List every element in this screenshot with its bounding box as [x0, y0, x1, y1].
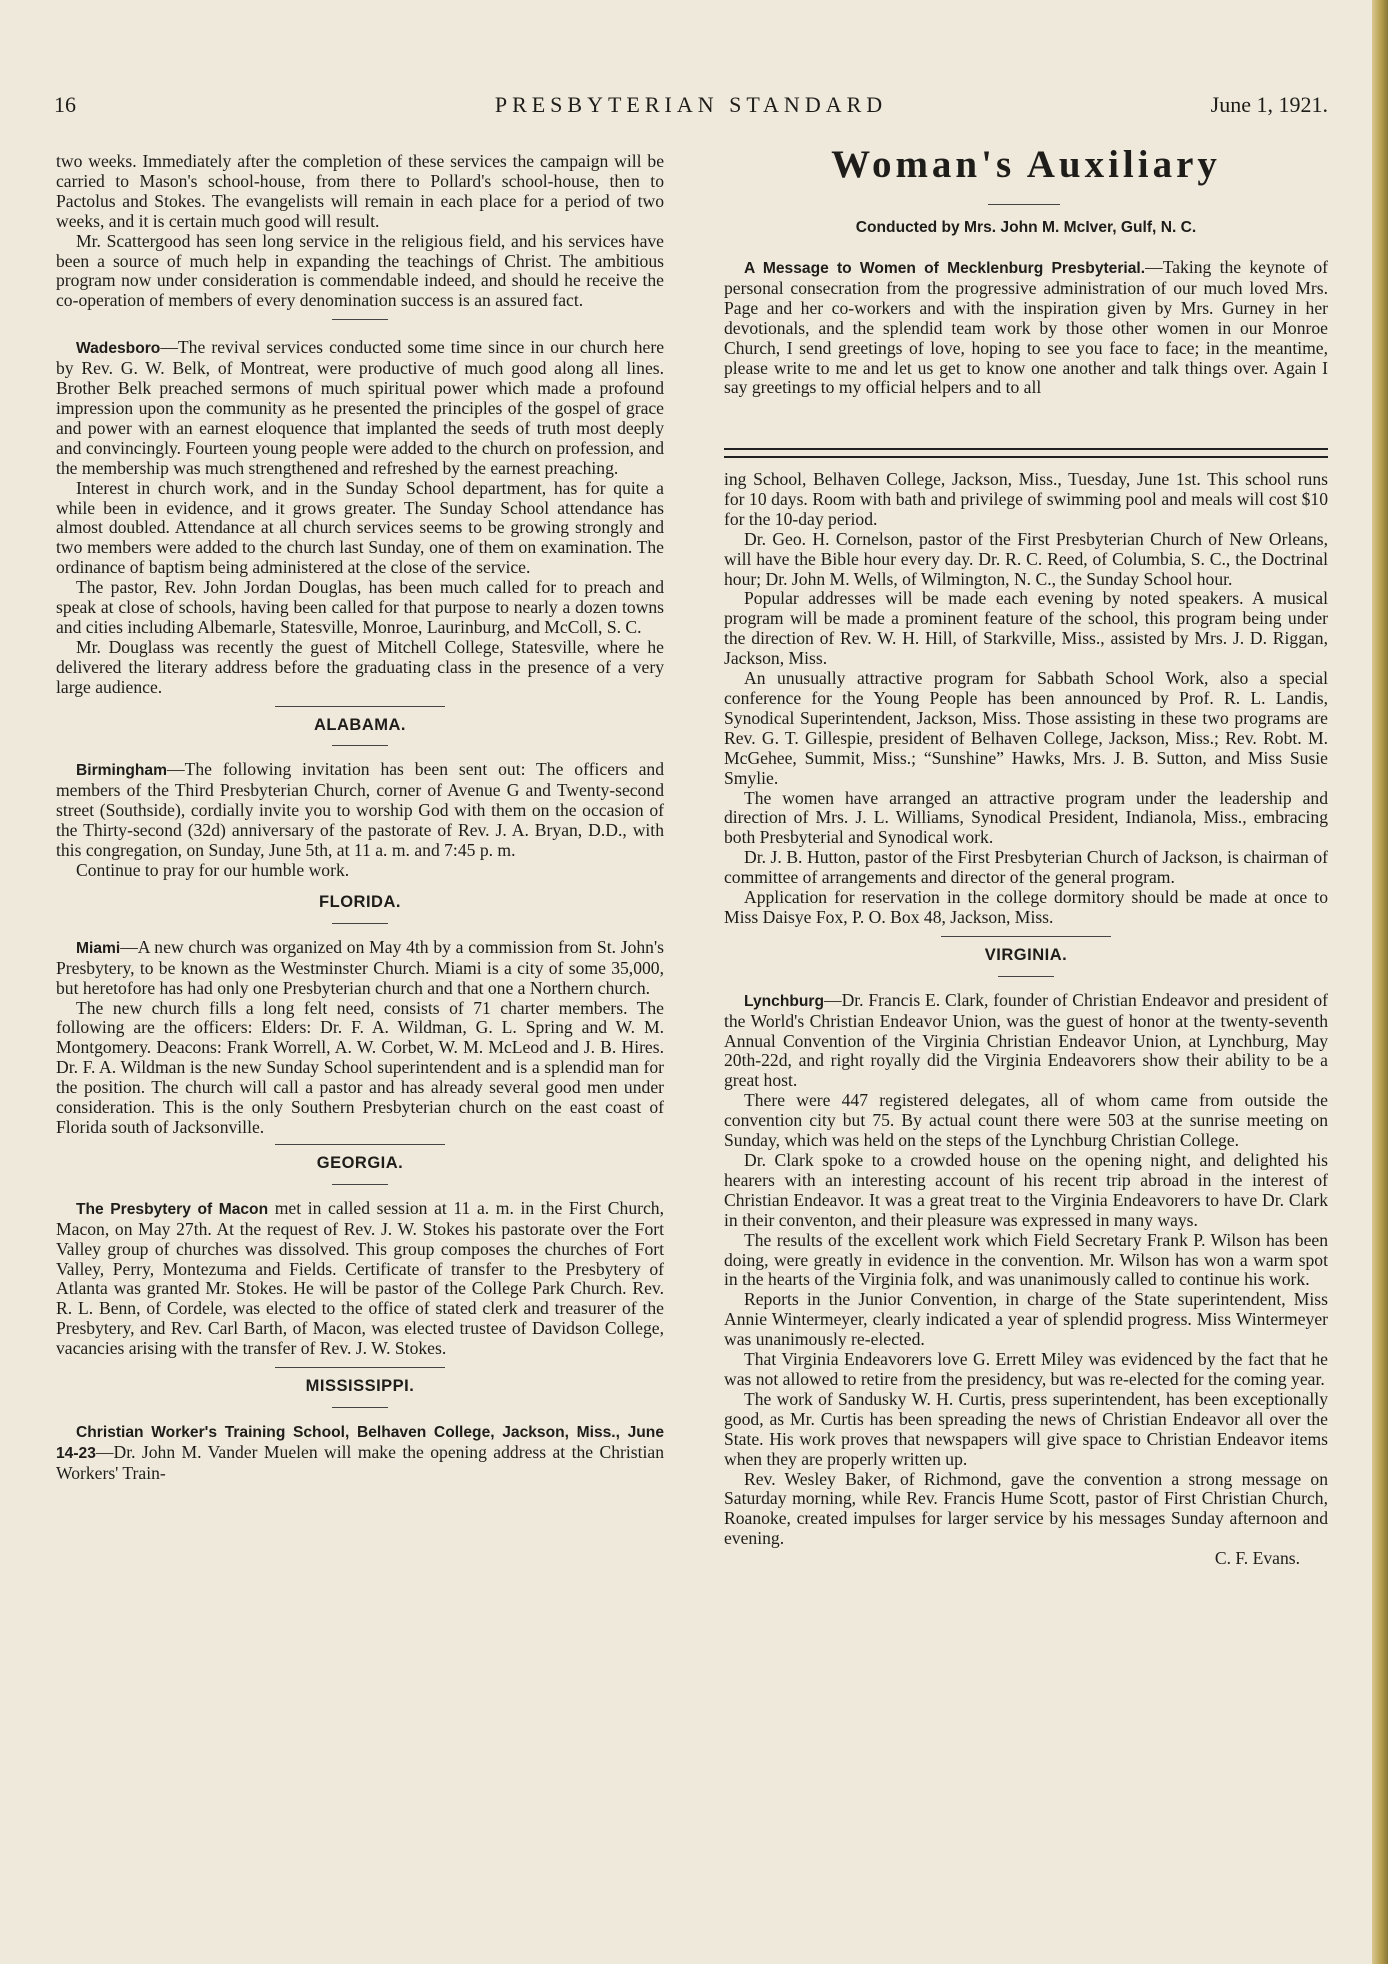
training-school-paragraph: Popular addresses will be made each evening by noted speakers. A musical program will be made a prominent feature of the school, this program being under the direction of Rev. W. H. Hill, of Starkville, Miss., assisted by Mrs. J. D. Riggan, Jackson, Miss. — [724, 588, 1328, 669]
lynchburg-paragraph: The work of Sandusky W. H. Curtis, press superintendent, has been exceptionally good, as Mr. Curtis has been spreading the news of Christian Endeavor all over the State. His work proves that newspapers will give space to Christian Endeavor items when they are properly written up. — [724, 1388, 1328, 1469]
lynchburg-paragraph: That Virginia Endeavorers love G. Errett Miley was evidenced by the fact that he was not allowed to retire from the presidency, but was re-elected for the coming year. — [724, 1349, 1328, 1389]
wadesboro-paragraph: Interest in church work, and in the Sunday School department, has for quite a while been in evidence, and it grows greater. The Sunday School attendance has almost doubled. Attendance at all church services seems to be growing strongly and two members were added to the church last Sunday, one of them on examination. The ordinance of baptism being administered at the close of the service. — [56, 477, 664, 578]
divider — [275, 706, 445, 707]
divider — [332, 1407, 388, 1408]
lynchburg-paragraph: Dr. Clark spoke to a crowded house on the opening night, and delighted his hearers with an interesting account of his recent trip abroad in the interest of Christian Endeavor. It was a great treat to the Virginia Endeavorers to have Dr. Clark in their conventon, and their pleasure was expressed in many ways. — [724, 1150, 1328, 1230]
divider — [332, 319, 388, 320]
publication-title: PRESBYTERIAN STANDARD — [494, 92, 888, 117]
miami-paragraph: The new church fills a long felt need, consists of 71 charter members. The following are the officers: Elders: Dr. F. A. Wildman, G. L. Spring and W. M. Montgomery. Deacons: Frank Worrell, A. W. Corbet, W. M. McLeod and J. B. Hires. Dr. F. A. Wildman is the new Sunday School superintendent and is a splendid man for the position. The church will call a pastor and has already several good men under consideration. This is the only Southern Presbyterian church on the east coast of Florida south of Jacksonville. — [56, 997, 664, 1137]
message-text: —Taking the keynote of personal consecration from the progressive administration of our much loved Mrs. Page and her co-workers and with the inspiration given by Mrs. Gurney in her devotionals, and the splendid team work by those other women in our Monroe Church, I send greetings of love, hoping to see you face to face; in the meantime, please write to me and let us get to know one another and talk things over. Again I say greetings to my official helpers and to all — [724, 257, 1328, 398]
training-school-paragraph: ing School, Belhaven College, Jackson, Miss., Tuesday, June 1st. This school runs for 10 days. Room with bath and privilege of swimming pool and meals will cost $10 for the 10-day period. — [724, 469, 1328, 529]
message-paragraph — [724, 258, 1328, 398]
right-column — [724, 470, 1328, 1569]
section-heading-georgia: GEORGIA. — [316, 1153, 404, 1172]
signature: C. F. Evans. — [1214, 1548, 1300, 1569]
miami-lead: Miami — [76, 939, 121, 957]
divider — [988, 204, 1060, 205]
mississippi-paragraph — [56, 1422, 664, 1484]
double-rule — [724, 448, 1328, 458]
wadesboro-text: —The revival services conducted some time since in our church here by Rev. G. W. Belk, of Montreat, were productive of much good along all lines. Brother Belk preached sermons of much spiritual power which made a profound impression upon the community as he presented the principles of the gospel of grace and power with an earnest eloquence that implanted the seeds of truth most deeply and convincingly. Fourteen young people were added to the church on profession, and the membership was much strengthened and refreshed by the earnest preaching. — [56, 337, 664, 478]
wadesboro-paragraph: Mr. Douglass was recently the guest of Mitchell College, Statesville, where he delivered the literary address before the graduating class in the presence of a very large audience. — [56, 636, 664, 697]
macon-paragraph — [56, 1199, 664, 1359]
mississippi-text: —Dr. John M. Vander Muelen will make the opening address at the Christian Workers' Train- — [56, 1441, 664, 1483]
mississippi-lead: Christian Worker's Training School, Belhaven College, Jackson, Miss., June 14-23 — [56, 1423, 664, 1462]
birmingham-paragraph — [56, 760, 664, 861]
training-school-paragraph: An unusually attractive program for Sabbath School Work, also a special conference for the Young People has been announced by Prof. R. L. Landis, Synodical Superintendent, Jackson, Miss. Those assisting in these two programs are Rev. G. T. Gillespie, president of Belhaven College, Jackson, Miss.; Rev. Robt. M. McGehee, Summit, Miss.; “Sunshine” Hawks, Mrs. J. B. Sutton, and Miss Susie Smylie. — [724, 668, 1328, 788]
page-edge — [1372, 0, 1388, 1964]
conducted-by: Conducted by Mrs. John M. McIver, Gulf, N. C. — [855, 219, 1197, 236]
birmingham-lead: Birmingham — [76, 762, 167, 780]
divider — [275, 1367, 445, 1368]
divider — [332, 1184, 388, 1185]
intro-paragraph: two weeks. Immediately after the completion of these services the campaign will be carried to Mason's school-house, from there to Pollard's school-house, then to Pactolus and Stokes. The evangelists will remain in each place for a period of two weeks, and it is certain much good will result. — [56, 151, 664, 231]
divider — [941, 936, 1111, 937]
lynchburg-paragraph: There were 447 registered delegates, all of whom came from outside the convention city but 75. By actual count there were 503 at the sunrise meeting on Sunday, which was held on the steps of the Lynchburg Christian College. — [724, 1090, 1328, 1151]
lynchburg-lead: Lynchburg — [744, 992, 824, 1010]
lynchburg-paragraph: Rev. Wesley Baker, of Richmond, gave the convention a strong message on Saturday morning, while Rev. Francis Hume Scott, pastor of First Christian Church, Roanoke, created impulses for larger service by his messages Sunday afternoon and evening. — [724, 1468, 1328, 1549]
training-school-paragraph: Dr. Geo. H. Cornelson, pastor of the First Presbyterian Church of New Orleans, will have the Bible hour every day. Dr. R. C. Reed, of Columbia, S. C., the Doctrinal hour; Dr. John M. Wells, of Wilmington, N. C., the Sunday School hour. — [724, 528, 1328, 589]
miami-paragraph — [56, 938, 664, 999]
divider — [332, 923, 388, 924]
divider — [332, 745, 388, 746]
macon-lead: The Presbytery of Macon — [76, 1200, 269, 1218]
message-lead: A Message to Women of Mecklenburg Presbyterial. — [744, 260, 1146, 277]
section-heading-mississippi: MISSISSIPPI. — [305, 1377, 415, 1396]
training-school-paragraph: The women have arranged an attractive program under the leadership and direction of Mrs. J. L. Williams, Synodical President, Indianola, Miss., embracing both Presbyterial and Synodical work. — [724, 787, 1328, 848]
training-school-paragraph: Dr. J. B. Hutton, pastor of the First Presbyterian Church of Jackson, is chairman of committee of arrangements and director of the general program. — [724, 847, 1328, 888]
divider — [275, 1144, 445, 1145]
issue-date: June 1, 1921. — [1210, 92, 1328, 117]
message-block — [724, 258, 1328, 398]
left-column — [56, 152, 664, 1484]
section-heading-alabama: ALABAMA. — [314, 715, 406, 734]
page-number: 16 — [54, 92, 76, 117]
wadesboro-paragraph — [56, 338, 664, 478]
wadesboro-lead: Wadesboro — [76, 340, 161, 358]
section-title-womans-auxiliary: Woman's Auxiliary — [831, 143, 1221, 186]
section-heading-florida: FLORIDA. — [319, 892, 401, 911]
macon-text: met in called session at 11 a. m. in the First Church, Macon, on May 27th. At the request of Rev. J. W. Stokes his pastorate over the Fort Valley group of churches was dissolved. This group composes the churches of Fort Valley, Perry, Montezuma and Fields. Certificate of transfer to the Presbytery of Atlanta was granted Mr. Stokes. He will be pastor of the College Park Church. Rev. R. L. Benn, of Cordele, was elected to the office of stated clerk and treasurer of the Presbytery, and Rev. Carl Barth, of Macon, was elected trustee of Davidson College, vacancies arising with the transfer of Rev. J. W. Stokes. — [56, 1197, 664, 1359]
birmingham-text: —The following invitation has been sent out: The officers and members of the Third Presbyterian Church, corner of Avenue G and Twenty-second street (Southside), cordially invite you to worship God with them on the occasion of the Thirty-second (32d) anniversary of the pastorate of Rev. J. A. Bryan, D.D., with this congregation, on Sunday, June 5th, at 11 a. m. and 7:45 p. m. — [56, 759, 664, 861]
page-header — [54, 92, 1328, 128]
lynchburg-paragraph: The results of the excellent work which Field Secretary Frank P. Wilson has been doing, were greatly in evidence in the convention. Mr. Wilson has won a warm spot in the hearts of the Virginia folk, and was unanimously called to continue his work. — [724, 1229, 1328, 1290]
lynchburg-paragraph: Reports in the Junior Convention, in charge of the State superintendent, Miss Annie Wintermeyer, clearly indicated a year of splendid progress. Miss Wintermeyer was unanimously re-elected. — [724, 1289, 1328, 1350]
lynchburg-text: —Dr. Francis E. Clark, founder of Christian Endeavor and president of the World's Christian Endeavor Union, was the guest of honor at the twenty-seventh Annual Convention of the Virginia Christian Endeavor Union, at Lynchburg, May 20th-22d, and right royally did the Virginia Endeavorers show their ability to be a great host. — [724, 989, 1328, 1091]
lynchburg-paragraph — [724, 991, 1328, 1092]
birmingham-paragraph: Continue to pray for our humble work. — [76, 860, 350, 880]
miami-text: —A new church was organized on May 4th by a commission from St. John's Presbytery, to be known as the Westminster Church. Miami is a city of some 35,000, but heretofore has had only one Presbyterian church and that one a Northern church. — [56, 936, 664, 998]
divider — [998, 976, 1054, 977]
intro-paragraph: Mr. Scattergood has seen long service in the religious field, and his services have been a source of much help in expanding the teachings of Christ. The ambitious program now under consideration is commendable indeed, and should he receive the co-operation of members of every denomination success is an assured fact. — [56, 230, 664, 311]
wadesboro-paragraph: The pastor, Rev. John Jordan Douglas, has been much called for to preach and speak at close of schools, having been called for that purpose to nearly a dozen towns and cities including Albemarle, Statesville, Monroe, Laurinburg, and McColl, S. C. — [56, 577, 664, 637]
section-heading-virginia: VIRGINIA. — [984, 945, 1068, 964]
training-school-paragraph: Application for reservation in the college dormitory should be made at once to Miss Daisye Fox, P. O. Box 48, Jackson, Miss. — [724, 887, 1328, 927]
